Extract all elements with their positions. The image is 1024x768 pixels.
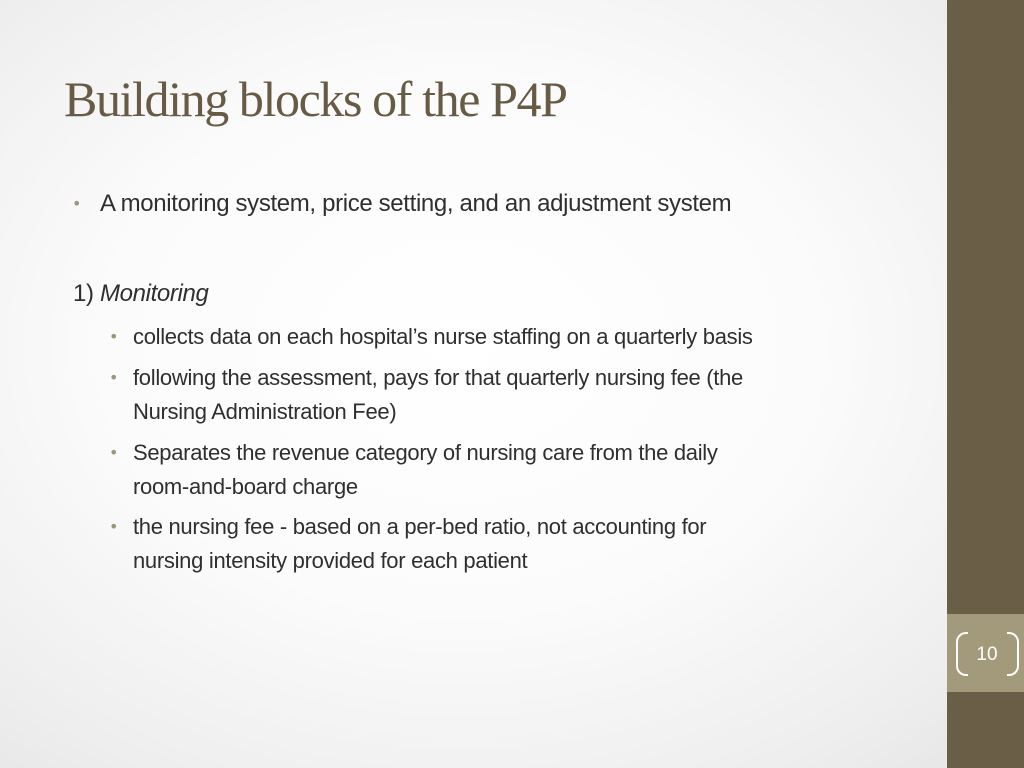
sub-bullet-text: collects data on each hospital’s nurse staffing on a quarterly basis — [133, 324, 753, 349]
bullet-icon: • — [109, 443, 119, 462]
section-heading — [73, 277, 209, 311]
main-bullet-text: A monitoring system, price setting, and an adjustment system — [100, 190, 732, 217]
section-title: Monitoring — [99, 280, 209, 307]
right-bracket-icon — [1007, 632, 1019, 676]
sub-bullet-text: room-and-board charge — [133, 474, 358, 499]
sub-bullet-text: the nursing fee - based on a per-bed ratio, not accounting for — [133, 514, 707, 539]
slide-title: Building blocks of the P4P — [64, 71, 567, 127]
sub-bullet-text: nursing intensity provided for each patient — [133, 548, 528, 573]
section-number: 1) — [73, 280, 94, 307]
bullet-icon: • — [109, 517, 119, 536]
sub-bullet-text: Nursing Administration Fee) — [133, 399, 397, 424]
sub-bullet-text: following the assessment, pays for that quarterly nursing fee (the — [133, 365, 743, 390]
bullet-icon: • — [109, 368, 119, 387]
page-number: 10 — [976, 644, 998, 665]
sub-bullet-text: Separates the revenue category of nursing care from the daily — [133, 440, 718, 465]
bullet-icon: • — [72, 194, 82, 213]
bullet-icon: • — [109, 327, 119, 346]
